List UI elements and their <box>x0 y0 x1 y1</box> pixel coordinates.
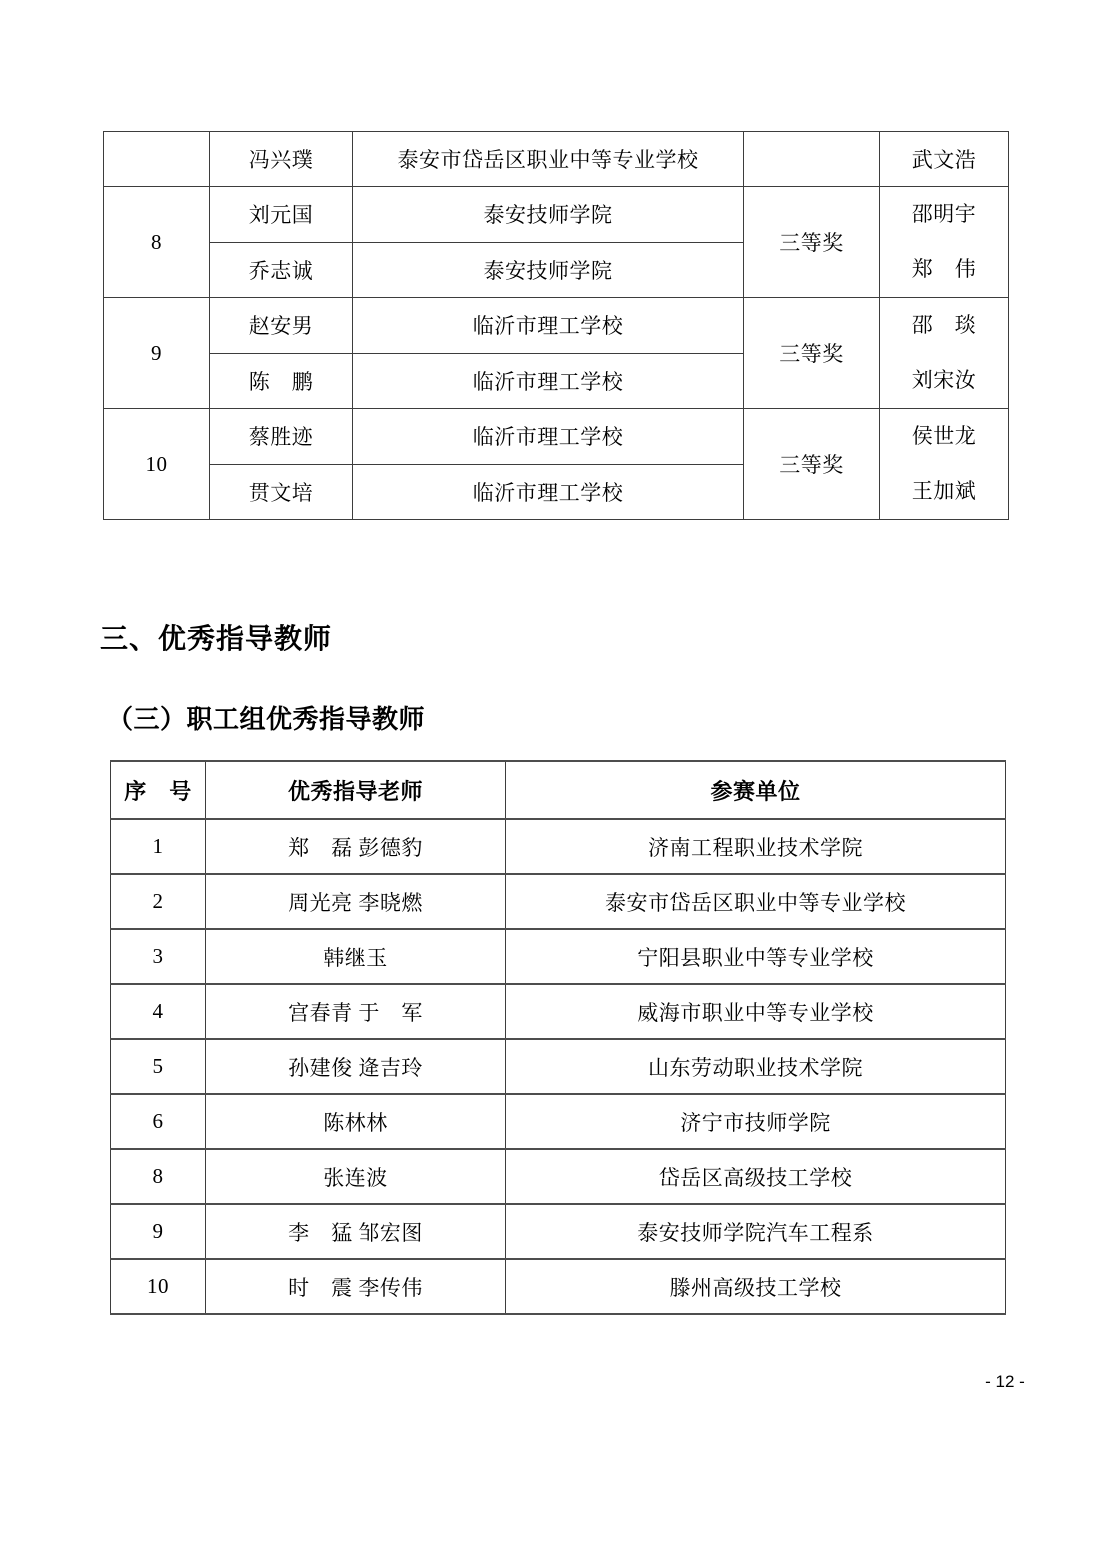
cell-teachers: 张连波 <box>206 1149 506 1204</box>
table-row <box>111 929 1006 984</box>
cell-school: 泰安技师学院 <box>353 242 744 298</box>
cell-teachers: 李 猛 邹宏图 <box>206 1204 506 1259</box>
table-row <box>111 1094 1006 1149</box>
cell-winner-name: 赵安男 <box>210 298 353 354</box>
cell-no: 4 <box>111 984 206 1039</box>
table-row <box>111 1039 1006 1094</box>
cell-school: 泰安技师学院 <box>353 187 744 243</box>
cell-unit: 岱岳区高级技工学校 <box>506 1149 1006 1204</box>
page-number: - 12 - <box>985 1372 1025 1391</box>
instructor-name: 侯世龙 <box>911 424 977 448</box>
cell-unit: 泰安技师学院汽车工程系 <box>506 1204 1006 1259</box>
cell-instructors <box>880 187 1009 298</box>
col-header-no: 序 号 <box>111 761 206 819</box>
cell-award: 三等奖 <box>744 409 880 520</box>
cell-school: 临沂市理工学校 <box>353 298 744 354</box>
section-heading: 三、优秀指导教师 <box>100 623 333 654</box>
instructor-name: 刘宋汝 <box>911 368 977 392</box>
table-header-row <box>111 761 1006 819</box>
cell-winner-name: 刘元国 <box>210 187 353 243</box>
cell-teachers: 郑 磊 彭德豹 <box>206 819 506 874</box>
table-row <box>104 132 1009 187</box>
cell-school: 临沂市理工学校 <box>353 464 744 520</box>
table-row <box>111 1204 1006 1259</box>
awards-results-table <box>103 131 1009 520</box>
cell-no: 6 <box>111 1094 206 1149</box>
cell-unit: 泰安市岱岳区职业中等专业学校 <box>506 874 1006 929</box>
instructor-name: 郑 伟 <box>911 257 977 281</box>
instructor-name: 邵明宇 <box>911 202 977 226</box>
cell-teachers: 宫春青 于 军 <box>206 984 506 1039</box>
instructor-name: 邵 琰 <box>911 313 977 337</box>
instructor-names <box>880 298 1008 408</box>
cell-winner-name: 乔志诚 <box>210 242 353 298</box>
table-row <box>104 187 1009 243</box>
col-header-unit: 参赛单位 <box>506 761 1006 819</box>
cell-group-no: 8 <box>104 187 210 298</box>
cell-winner-name: 蔡胜迹 <box>210 409 353 465</box>
cell-unit: 滕州高级技工学校 <box>506 1259 1006 1314</box>
cell-instructor: 武文浩 <box>880 132 1009 187</box>
cell-teachers: 时 震 李传伟 <box>206 1259 506 1314</box>
cell-award: 三等奖 <box>744 187 880 298</box>
cell-award: 三等奖 <box>744 298 880 409</box>
cell-school: 临沂市理工学校 <box>353 353 744 409</box>
cell-winner-name: 冯兴璞 <box>210 132 353 187</box>
cell-no: 2 <box>111 874 206 929</box>
cell-teachers: 陈林林 <box>206 1094 506 1149</box>
teachers-table <box>110 760 1006 1315</box>
cell-group-no <box>104 132 210 187</box>
cell-winner-name: 陈 鹏 <box>210 353 353 409</box>
instructor-names <box>880 409 1008 519</box>
cell-no: 1 <box>111 819 206 874</box>
cell-winner-name: 贯文培 <box>210 464 353 520</box>
cell-no: 8 <box>111 1149 206 1204</box>
cell-teachers: 韩继玉 <box>206 929 506 984</box>
table-row <box>111 984 1006 1039</box>
cell-group-no: 9 <box>104 298 210 409</box>
cell-no: 10 <box>111 1259 206 1314</box>
cell-instructors <box>880 409 1009 520</box>
table-row <box>104 298 1009 354</box>
cell-instructors <box>880 298 1009 409</box>
instructor-names <box>880 187 1008 297</box>
cell-unit: 山东劳动职业技术学院 <box>506 1039 1006 1094</box>
cell-school: 临沂市理工学校 <box>353 409 744 465</box>
col-header-teachers: 优秀指导老师 <box>206 761 506 819</box>
cell-award <box>744 132 880 187</box>
cell-unit: 威海市职业中等专业学校 <box>506 984 1006 1039</box>
cell-teachers: 孙建俊 逄吉玲 <box>206 1039 506 1094</box>
cell-school: 泰安市岱岳区职业中等专业学校 <box>353 132 744 187</box>
table-row <box>104 409 1009 465</box>
cell-unit: 宁阳县职业中等专业学校 <box>506 929 1006 984</box>
cell-teachers: 周光亮 李晓燃 <box>206 874 506 929</box>
cell-no: 9 <box>111 1204 206 1259</box>
table-row <box>111 874 1006 929</box>
cell-unit: 济南工程职业技术学院 <box>506 819 1006 874</box>
table-row <box>111 819 1006 874</box>
cell-no: 3 <box>111 929 206 984</box>
table-row <box>111 1149 1006 1204</box>
cell-group-no: 10 <box>104 409 210 520</box>
subsection-heading: （三）职工组优秀指导教师 <box>107 704 426 734</box>
table-row <box>111 1259 1006 1314</box>
cell-unit: 济宁市技师学院 <box>506 1094 1006 1149</box>
instructor-name: 王加斌 <box>911 479 977 503</box>
cell-no: 5 <box>111 1039 206 1094</box>
